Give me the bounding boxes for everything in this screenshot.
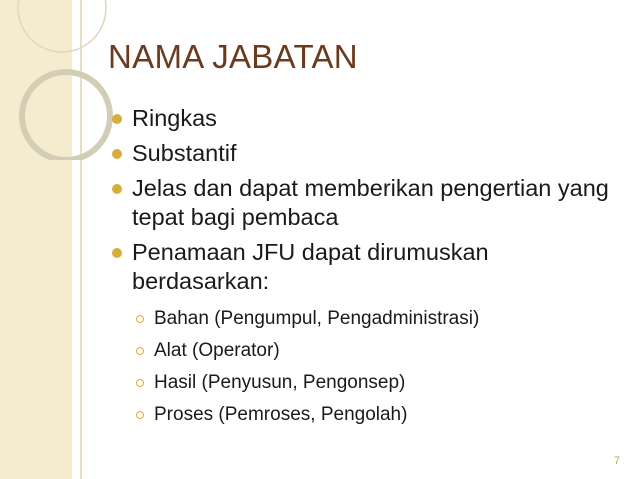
sub-bullet-item <box>132 402 620 427</box>
bullet-text: Substantif <box>132 140 237 166</box>
decor-circle-top <box>18 0 106 52</box>
slide-title: NAMA JABATAN <box>108 38 358 75</box>
bullet-dot-icon <box>112 184 122 194</box>
sub-bullet-text: Hasil (Penyusun, Pengonsep) <box>154 372 406 393</box>
sub-bullet-list <box>132 306 620 427</box>
bullet-text: Jelas dan dapat memberikan pengertian yang tepat bagi pembaca <box>132 175 609 230</box>
bullet-dot-icon <box>112 149 122 159</box>
sub-bullet-item <box>132 338 620 363</box>
sub-bullet-item <box>132 370 620 395</box>
bullet-item <box>110 139 620 168</box>
sub-bullet-item <box>132 306 620 331</box>
page-number: 7 <box>613 455 620 467</box>
sub-bullet-ring-icon <box>136 315 144 323</box>
bullet-dot-icon <box>112 248 122 258</box>
bullet-item <box>110 238 620 427</box>
bullet-item <box>110 174 620 232</box>
sub-bullet-text: Alat (Operator) <box>154 340 280 361</box>
sub-bullet-ring-icon <box>136 411 144 419</box>
sub-bullet-ring-icon <box>136 347 144 355</box>
bullet-list <box>110 104 620 434</box>
sub-bullet-ring-icon <box>136 379 144 387</box>
bullet-item <box>110 104 620 133</box>
bullet-text: Ringkas <box>132 105 217 131</box>
bullet-dot-icon <box>112 114 122 124</box>
decor-circle-bottom <box>22 72 110 160</box>
bullet-text: Penamaan JFU dapat dirumuskan berdasarkan: <box>132 239 489 294</box>
sub-bullet-text: Bahan (Pengumpul, Pengadministrasi) <box>154 308 480 329</box>
sub-bullet-text: Proses (Pemroses, Pengolah) <box>154 404 408 425</box>
